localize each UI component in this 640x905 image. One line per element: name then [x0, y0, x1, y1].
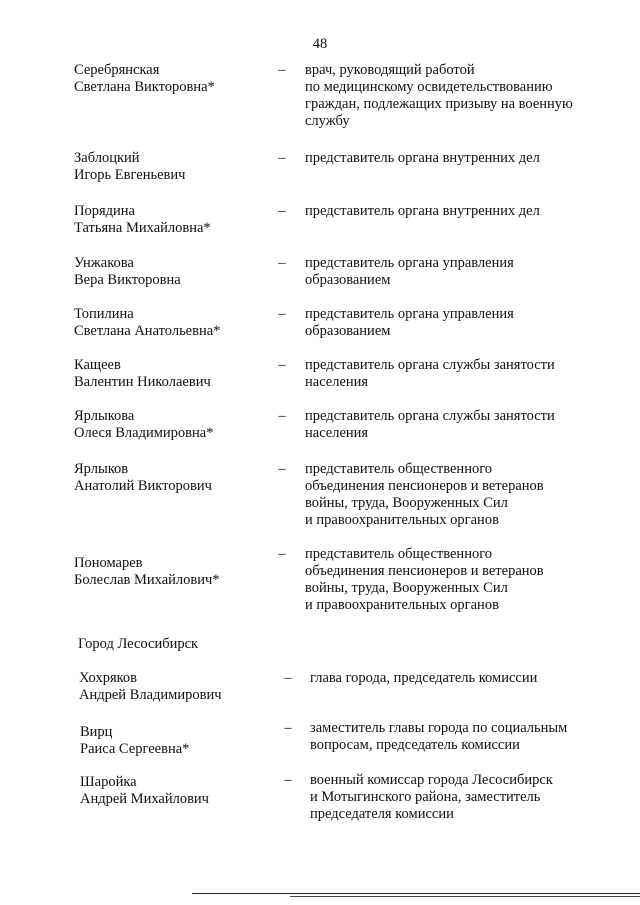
role-line: представитель органа внутренних дел [305, 150, 540, 166]
footer-rule [290, 896, 640, 897]
role-line: представитель общественного [305, 546, 493, 562]
role-line: образованием [305, 272, 391, 288]
member-given-names: Андрей Михайлович [80, 791, 209, 807]
role-line: представитель органа управления [305, 306, 514, 322]
dash: – [284, 772, 292, 788]
role-line: службу [305, 113, 350, 129]
member-name [80, 724, 280, 758]
member-surname: Серебрянская [74, 62, 160, 78]
member-given-names: Андрей Владимирович [79, 687, 222, 703]
role-line: населения [305, 425, 369, 441]
member-surname: Топилина [74, 306, 134, 322]
dash: – [278, 357, 286, 373]
member-given-names: Болеслав Михайлович* [74, 572, 220, 588]
dash: – [278, 203, 286, 219]
member-surname: Ярлыков [74, 461, 129, 477]
member-role [305, 203, 605, 220]
member-role [310, 670, 610, 687]
member-name [74, 408, 274, 442]
member-role [305, 150, 605, 167]
dash: – [278, 255, 286, 271]
member-role [305, 546, 605, 614]
member-given-names: Олеся Владимировна* [74, 425, 214, 441]
member-role [310, 772, 610, 823]
role-line: представитель органа управления [305, 255, 514, 271]
role-line: и Мотыгинского района, заместитель [310, 789, 541, 805]
dash: – [278, 306, 286, 322]
role-line: населения [305, 374, 369, 390]
role-line: войны, труда, Вооруженных Сил [305, 580, 508, 596]
role-line: председателя комиссии [310, 806, 454, 822]
member-name [74, 150, 274, 184]
member-role [305, 408, 605, 442]
role-line: врач, руководящий работой [305, 62, 475, 78]
member-name [74, 555, 274, 589]
member-surname: Ярлыкова [74, 408, 135, 424]
dash: – [278, 461, 286, 477]
member-given-names: Анатолий Викторович [74, 478, 212, 494]
member-name [74, 461, 274, 495]
section-heading: Город Лесосибирск [78, 636, 199, 652]
member-name [79, 670, 279, 704]
member-surname: Кащеев [74, 357, 121, 373]
member-surname: Порядина [74, 203, 135, 219]
dash: – [284, 670, 292, 686]
role-line: объединения пенсионеров и ветеранов [305, 478, 544, 494]
member-surname: Шаройка [80, 774, 137, 790]
member-surname: Пономарев [74, 555, 143, 571]
member-given-names: Светлана Викторовна* [74, 79, 215, 95]
member-given-names: Вера Викторовна [74, 272, 181, 288]
member-role [305, 255, 605, 289]
role-line: представитель органа службы занятости [305, 408, 555, 424]
member-surname: Вирц [80, 724, 113, 740]
member-surname: Хохряков [79, 670, 138, 686]
member-role [310, 720, 610, 754]
role-line: образованием [305, 323, 391, 339]
member-name [74, 203, 274, 237]
dash: – [278, 546, 286, 562]
member-surname: Унжакова [74, 255, 134, 271]
member-given-names: Раиса Сергеевна* [80, 741, 190, 757]
page-number: 48 [312, 36, 328, 52]
member-role [305, 62, 605, 130]
role-line: граждан, подлежащих призыву на военную [305, 96, 573, 112]
role-line: вопросам, председатель комиссии [310, 737, 520, 753]
member-name [80, 774, 280, 808]
member-role [305, 357, 605, 391]
member-given-names: Игорь Евгеньевич [74, 167, 186, 183]
member-surname: Заблоцкий [74, 150, 140, 166]
member-role [305, 306, 605, 340]
member-name [74, 357, 274, 391]
footer-rule [192, 893, 640, 894]
member-given-names: Татьяна Михайловна* [74, 220, 211, 236]
role-line: по медицинскому освидетельствованию [305, 79, 553, 95]
role-line: объединения пенсионеров и ветеранов [305, 563, 544, 579]
role-line: и правоохранительных органов [305, 597, 499, 613]
dash: – [278, 62, 286, 78]
member-name [74, 62, 274, 96]
role-line: заместитель главы города по социальным [310, 720, 568, 736]
member-name [74, 255, 274, 289]
member-given-names: Светлана Анатольевна* [74, 323, 221, 339]
dash: – [278, 150, 286, 166]
role-line: представитель органа внутренних дел [305, 203, 540, 219]
member-given-names: Валентин Николаевич [74, 374, 211, 390]
role-line: представитель органа службы занятости [305, 357, 555, 373]
role-line: и правоохранительных органов [305, 512, 499, 528]
dash: – [278, 408, 286, 424]
member-role [305, 461, 605, 529]
dash: – [284, 720, 292, 736]
member-name [74, 306, 274, 340]
role-line: представитель общественного [305, 461, 493, 477]
role-line: военный комиссар города Лесосибирск [310, 772, 553, 788]
role-line: войны, труда, Вооруженных Сил [305, 495, 508, 511]
role-line: глава города, председатель комиссии [310, 670, 538, 686]
